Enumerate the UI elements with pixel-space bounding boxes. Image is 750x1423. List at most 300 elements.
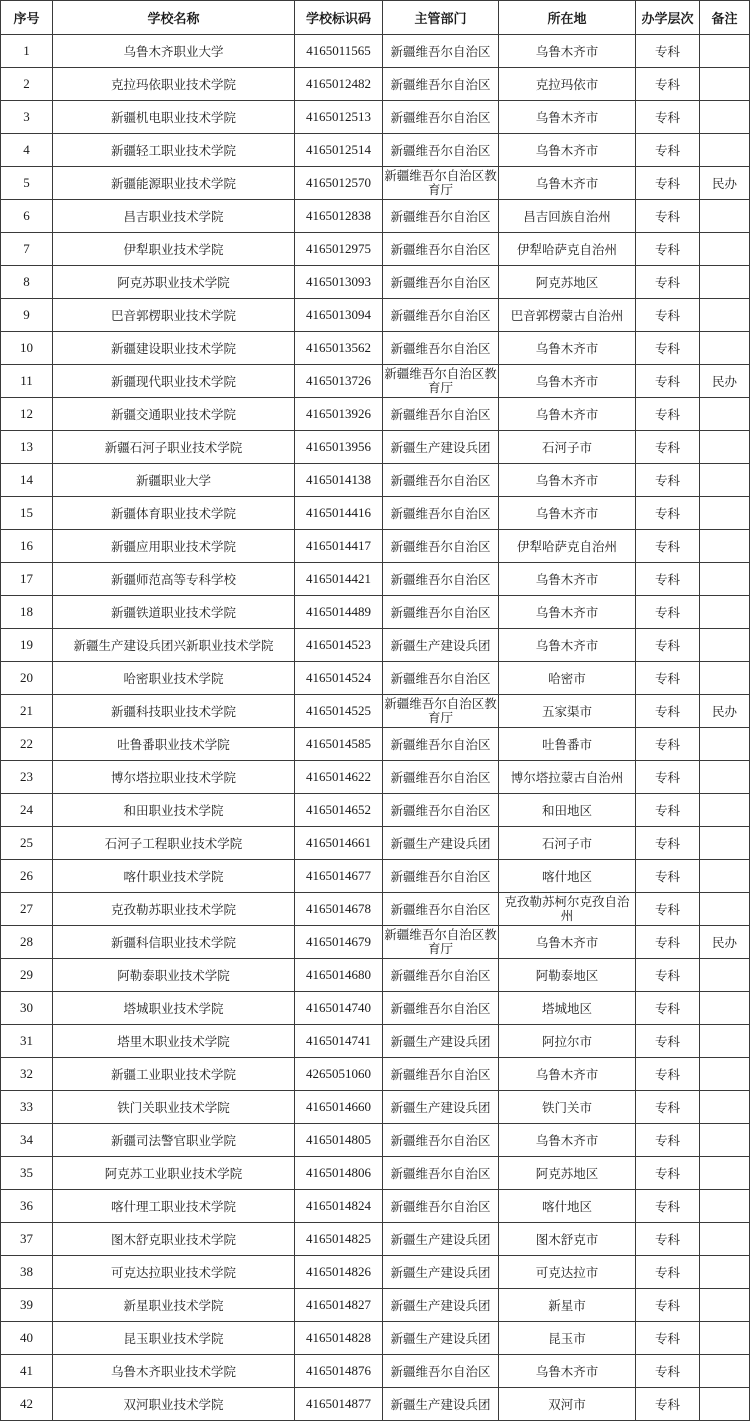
cell-school-name: 塔里木职业技术学院: [53, 1025, 295, 1058]
cell-location: 巴音郭楞蒙古自治州: [499, 299, 636, 332]
cell-department: 新疆维吾尔自治区: [383, 101, 499, 134]
cell-index: 1: [1, 35, 53, 68]
cell-school-code: 4165013093: [295, 266, 383, 299]
cell-level: 专科: [636, 1223, 700, 1256]
table-row: [1, 761, 750, 794]
cell-remark: [700, 563, 750, 596]
table-row: [1, 662, 750, 695]
cell-location: 伊犁哈萨克自治州: [499, 233, 636, 266]
cell-index: 30: [1, 992, 53, 1025]
cell-level: 专科: [636, 893, 700, 926]
table-row: [1, 1058, 750, 1091]
cell-school-code: 4165012482: [295, 68, 383, 101]
table-row: [1, 926, 750, 959]
cell-location: 昆玉市: [499, 1322, 636, 1355]
cell-school-name: 新疆科技职业技术学院: [53, 695, 295, 728]
cell-department: 新疆维吾尔自治区教育厅: [383, 695, 499, 728]
cell-location: 阿克苏地区: [499, 1157, 636, 1190]
cell-index: 13: [1, 431, 53, 464]
table-row: [1, 365, 750, 398]
cell-school-name: 新疆能源职业技术学院: [53, 167, 295, 200]
cell-location: 乌鲁木齐市: [499, 167, 636, 200]
cell-index: 26: [1, 860, 53, 893]
cell-level: 专科: [636, 959, 700, 992]
cell-remark: [700, 299, 750, 332]
header-level: 办学层次: [636, 1, 700, 35]
table-row: [1, 1355, 750, 1388]
cell-department: 新疆维吾尔自治区: [383, 596, 499, 629]
cell-department: 新疆生产建设兵团: [383, 1091, 499, 1124]
cell-level: 专科: [636, 398, 700, 431]
cell-school-name: 乌鲁木齐职业大学: [53, 35, 295, 68]
table-row: [1, 1289, 750, 1322]
cell-school-name: 铁门关职业技术学院: [53, 1091, 295, 1124]
cell-location: 乌鲁木齐市: [499, 1355, 636, 1388]
cell-level: 专科: [636, 134, 700, 167]
cell-remark: [700, 761, 750, 794]
cell-index: 2: [1, 68, 53, 101]
cell-location: 克孜勒苏柯尔克孜自治州: [499, 893, 636, 926]
cell-location: 乌鲁木齐市: [499, 101, 636, 134]
cell-school-code: 4165014416: [295, 497, 383, 530]
cell-level: 专科: [636, 431, 700, 464]
cell-school-code: 4165012975: [295, 233, 383, 266]
table-row: [1, 464, 750, 497]
cell-school-name: 新疆生产建设兵团兴新职业技术学院: [53, 629, 295, 662]
cell-department: 新疆维吾尔自治区: [383, 266, 499, 299]
cell-level: 专科: [636, 200, 700, 233]
table-row: [1, 134, 750, 167]
cell-remark: 民办: [700, 365, 750, 398]
cell-department: 新疆维吾尔自治区: [383, 464, 499, 497]
cell-school-name: 克拉玛依职业技术学院: [53, 68, 295, 101]
cell-level: 专科: [636, 992, 700, 1025]
cell-school-code: 4165013562: [295, 332, 383, 365]
cell-location: 乌鲁木齐市: [499, 332, 636, 365]
cell-index: 37: [1, 1223, 53, 1256]
cell-remark: [700, 1124, 750, 1157]
cell-index: 16: [1, 530, 53, 563]
cell-school-name: 新疆石河子职业技术学院: [53, 431, 295, 464]
cell-school-code: 4165014525: [295, 695, 383, 728]
table-body: [1, 35, 750, 1421]
cell-school-name: 吐鲁番职业技术学院: [53, 728, 295, 761]
cell-school-code: 4165013926: [295, 398, 383, 431]
cell-level: 专科: [636, 35, 700, 68]
table-row: [1, 68, 750, 101]
table-row: [1, 596, 750, 629]
cell-index: 39: [1, 1289, 53, 1322]
table-row: [1, 497, 750, 530]
cell-index: 34: [1, 1124, 53, 1157]
cell-remark: [700, 1223, 750, 1256]
cell-remark: [700, 530, 750, 563]
header-location: 所在地: [499, 1, 636, 35]
cell-level: 专科: [636, 1322, 700, 1355]
cell-school-code: 4165014660: [295, 1091, 383, 1124]
cell-department: 新疆维吾尔自治区: [383, 563, 499, 596]
cell-remark: [700, 992, 750, 1025]
cell-school-name: 可克达拉职业技术学院: [53, 1256, 295, 1289]
cell-department: 新疆维吾尔自治区: [383, 662, 499, 695]
cell-department: 新疆生产建设兵团: [383, 1322, 499, 1355]
cell-level: 专科: [636, 695, 700, 728]
cell-level: 专科: [636, 1025, 700, 1058]
cell-remark: 民办: [700, 926, 750, 959]
cell-level: 专科: [636, 1355, 700, 1388]
cell-school-code: 4165013956: [295, 431, 383, 464]
cell-school-code: 4165013726: [295, 365, 383, 398]
cell-school-name: 昆玉职业技术学院: [53, 1322, 295, 1355]
table-row: [1, 1025, 750, 1058]
table-row: [1, 1223, 750, 1256]
cell-department: 新疆维吾尔自治区: [383, 992, 499, 1025]
cell-level: 专科: [636, 761, 700, 794]
cell-location: 乌鲁木齐市: [499, 464, 636, 497]
cell-level: 专科: [636, 497, 700, 530]
cell-department: 新疆生产建设兵团: [383, 1256, 499, 1289]
cell-department: 新疆维吾尔自治区: [383, 860, 499, 893]
cell-remark: [700, 200, 750, 233]
cell-remark: [700, 1058, 750, 1091]
cell-school-name: 石河子工程职业技术学院: [53, 827, 295, 860]
table-row: [1, 299, 750, 332]
cell-school-code: 4165014740: [295, 992, 383, 1025]
cell-location: 乌鲁木齐市: [499, 134, 636, 167]
cell-school-name: 新疆职业大学: [53, 464, 295, 497]
cell-school-code: 4165014622: [295, 761, 383, 794]
table-row: [1, 530, 750, 563]
cell-department: 新疆维吾尔自治区: [383, 299, 499, 332]
cell-level: 专科: [636, 596, 700, 629]
cell-school-name: 克孜勒苏职业技术学院: [53, 893, 295, 926]
cell-school-code: 4165011565: [295, 35, 383, 68]
cell-remark: [700, 1091, 750, 1124]
cell-school-code: 4165014824: [295, 1190, 383, 1223]
table-row: [1, 728, 750, 761]
cell-index: 14: [1, 464, 53, 497]
cell-level: 专科: [636, 101, 700, 134]
cell-school-name: 博尔塔拉职业技术学院: [53, 761, 295, 794]
table-row: [1, 233, 750, 266]
cell-school-name: 新疆体育职业技术学院: [53, 497, 295, 530]
cell-location: 阿克苏地区: [499, 266, 636, 299]
cell-department: 新疆维吾尔自治区: [383, 1190, 499, 1223]
cell-school-code: 4165014138: [295, 464, 383, 497]
table-row: [1, 794, 750, 827]
cell-department: 新疆生产建设兵团: [383, 629, 499, 662]
cell-remark: 民办: [700, 695, 750, 728]
cell-department: 新疆维吾尔自治区: [383, 1124, 499, 1157]
cell-school-name: 新疆铁道职业技术学院: [53, 596, 295, 629]
cell-school-name: 昌吉职业技术学院: [53, 200, 295, 233]
cell-remark: [700, 1388, 750, 1421]
cell-school-code: 4165014805: [295, 1124, 383, 1157]
cell-remark: [700, 35, 750, 68]
cell-location: 喀什地区: [499, 860, 636, 893]
cell-school-name: 新疆科信职业技术学院: [53, 926, 295, 959]
cell-school-code: 4165014652: [295, 794, 383, 827]
cell-school-code: 4165014876: [295, 1355, 383, 1388]
cell-level: 专科: [636, 233, 700, 266]
cell-remark: [700, 497, 750, 530]
cell-department: 新疆生产建设兵团: [383, 1223, 499, 1256]
cell-index: 10: [1, 332, 53, 365]
cell-index: 42: [1, 1388, 53, 1421]
cell-location: 乌鲁木齐市: [499, 398, 636, 431]
cell-school-code: 4165014489: [295, 596, 383, 629]
cell-remark: [700, 134, 750, 167]
header-row: [1, 1, 750, 35]
table-row: [1, 1256, 750, 1289]
cell-location: 乌鲁木齐市: [499, 35, 636, 68]
cell-location: 阿勒泰地区: [499, 959, 636, 992]
cell-location: 博尔塔拉蒙古自治州: [499, 761, 636, 794]
cell-school-code: 4165014677: [295, 860, 383, 893]
cell-remark: [700, 860, 750, 893]
cell-school-code: 4165014828: [295, 1322, 383, 1355]
cell-level: 专科: [636, 563, 700, 596]
header-department: 主管部门: [383, 1, 499, 35]
cell-level: 专科: [636, 1124, 700, 1157]
cell-department: 新疆维吾尔自治区: [383, 1058, 499, 1091]
cell-school-name: 乌鲁木齐职业技术学院: [53, 1355, 295, 1388]
cell-level: 专科: [636, 827, 700, 860]
cell-location: 乌鲁木齐市: [499, 1058, 636, 1091]
cell-school-code: 4265051060: [295, 1058, 383, 1091]
cell-level: 专科: [636, 167, 700, 200]
cell-index: 28: [1, 926, 53, 959]
cell-remark: [700, 332, 750, 365]
cell-remark: [700, 1157, 750, 1190]
cell-department: 新疆维吾尔自治区: [383, 1157, 499, 1190]
cell-school-code: 4165012514: [295, 134, 383, 167]
cell-location: 石河子市: [499, 827, 636, 860]
cell-school-code: 4165014806: [295, 1157, 383, 1190]
cell-school-code: 4165014661: [295, 827, 383, 860]
cell-school-name: 双河职业技术学院: [53, 1388, 295, 1421]
cell-school-name: 新疆建设职业技术学院: [53, 332, 295, 365]
cell-school-code: 4165013094: [295, 299, 383, 332]
cell-school-name: 伊犁职业技术学院: [53, 233, 295, 266]
table-row: [1, 1157, 750, 1190]
cell-index: 29: [1, 959, 53, 992]
cell-index: 23: [1, 761, 53, 794]
cell-level: 专科: [636, 662, 700, 695]
cell-location: 五家渠市: [499, 695, 636, 728]
cell-department: 新疆维吾尔自治区: [383, 794, 499, 827]
cell-level: 专科: [636, 464, 700, 497]
cell-school-name: 新星职业技术学院: [53, 1289, 295, 1322]
cell-school-name: 哈密职业技术学院: [53, 662, 295, 695]
cell-level: 专科: [636, 860, 700, 893]
table-row: [1, 1388, 750, 1421]
cell-location: 吐鲁番市: [499, 728, 636, 761]
cell-school-code: 4165014826: [295, 1256, 383, 1289]
cell-department: 新疆维吾尔自治区: [383, 134, 499, 167]
cell-department: 新疆生产建设兵团: [383, 1388, 499, 1421]
table-row: [1, 563, 750, 596]
cell-index: 33: [1, 1091, 53, 1124]
cell-location: 昌吉回族自治州: [499, 200, 636, 233]
cell-remark: [700, 1025, 750, 1058]
cell-index: 38: [1, 1256, 53, 1289]
cell-remark: [700, 1355, 750, 1388]
cell-department: 新疆维吾尔自治区: [383, 728, 499, 761]
cell-index: 21: [1, 695, 53, 728]
cell-index: 11: [1, 365, 53, 398]
cell-level: 专科: [636, 1058, 700, 1091]
cell-department: 新疆生产建设兵团: [383, 827, 499, 860]
cell-department: 新疆维吾尔自治区: [383, 893, 499, 926]
cell-department: 新疆维吾尔自治区: [383, 761, 499, 794]
cell-index: 12: [1, 398, 53, 431]
cell-level: 专科: [636, 1190, 700, 1223]
cell-location: 伊犁哈萨克自治州: [499, 530, 636, 563]
cell-location: 乌鲁木齐市: [499, 629, 636, 662]
cell-department: 新疆维吾尔自治区: [383, 332, 499, 365]
cell-index: 4: [1, 134, 53, 167]
table-row: [1, 398, 750, 431]
cell-school-code: 4165014678: [295, 893, 383, 926]
cell-department: 新疆生产建设兵团: [383, 431, 499, 464]
cell-remark: [700, 893, 750, 926]
cell-remark: 民办: [700, 167, 750, 200]
cell-level: 专科: [636, 266, 700, 299]
cell-index: 3: [1, 101, 53, 134]
cell-school-name: 新疆现代职业技术学院: [53, 365, 295, 398]
cell-location: 喀什地区: [499, 1190, 636, 1223]
cell-remark: [700, 266, 750, 299]
cell-school-name: 巴音郭楞职业技术学院: [53, 299, 295, 332]
table-row: [1, 959, 750, 992]
cell-location: 石河子市: [499, 431, 636, 464]
cell-level: 专科: [636, 1091, 700, 1124]
cell-remark: [700, 101, 750, 134]
cell-level: 专科: [636, 1289, 700, 1322]
cell-school-code: 4165014825: [295, 1223, 383, 1256]
cell-school-name: 新疆师范高等专科学校: [53, 563, 295, 596]
cell-department: 新疆维吾尔自治区: [383, 497, 499, 530]
cell-index: 36: [1, 1190, 53, 1223]
cell-index: 40: [1, 1322, 53, 1355]
cell-index: 32: [1, 1058, 53, 1091]
header-school-name: 学校名称: [53, 1, 295, 35]
cell-level: 专科: [636, 794, 700, 827]
cell-school-code: 4165014827: [295, 1289, 383, 1322]
cell-index: 31: [1, 1025, 53, 1058]
cell-department: 新疆生产建设兵团: [383, 1025, 499, 1058]
cell-department: 新疆维吾尔自治区: [383, 200, 499, 233]
cell-remark: [700, 464, 750, 497]
cell-level: 专科: [636, 365, 700, 398]
header-school-code: 学校标识码: [295, 1, 383, 35]
cell-remark: [700, 1322, 750, 1355]
cell-level: 专科: [636, 530, 700, 563]
cell-school-code: 4165014877: [295, 1388, 383, 1421]
cell-remark: [700, 1190, 750, 1223]
cell-school-name: 新疆轻工职业技术学院: [53, 134, 295, 167]
cell-school-code: 4165014421: [295, 563, 383, 596]
cell-location: 乌鲁木齐市: [499, 596, 636, 629]
cell-remark: [700, 1256, 750, 1289]
cell-index: 7: [1, 233, 53, 266]
cell-department: 新疆维吾尔自治区: [383, 68, 499, 101]
cell-location: 乌鲁木齐市: [499, 1124, 636, 1157]
cell-level: 专科: [636, 1157, 700, 1190]
cell-department: 新疆维吾尔自治区教育厅: [383, 365, 499, 398]
cell-department: 新疆生产建设兵团: [383, 1289, 499, 1322]
cell-location: 乌鲁木齐市: [499, 365, 636, 398]
cell-index: 15: [1, 497, 53, 530]
cell-department: 新疆维吾尔自治区教育厅: [383, 926, 499, 959]
cell-school-name: 阿克苏工业职业技术学院: [53, 1157, 295, 1190]
table-row: [1, 695, 750, 728]
table-row: [1, 827, 750, 860]
header-index: 序号: [1, 1, 53, 35]
table-row: [1, 893, 750, 926]
cell-remark: [700, 68, 750, 101]
cell-school-code: 4165014585: [295, 728, 383, 761]
cell-location: 乌鲁木齐市: [499, 563, 636, 596]
table-row: [1, 35, 750, 68]
table-row: [1, 200, 750, 233]
cell-school-name: 喀什理工职业技术学院: [53, 1190, 295, 1223]
cell-school-name: 阿勒泰职业技术学院: [53, 959, 295, 992]
table-row: [1, 431, 750, 464]
cell-index: 18: [1, 596, 53, 629]
cell-school-code: 4165014741: [295, 1025, 383, 1058]
cell-location: 双河市: [499, 1388, 636, 1421]
cell-level: 专科: [636, 332, 700, 365]
cell-level: 专科: [636, 629, 700, 662]
cell-index: 35: [1, 1157, 53, 1190]
cell-index: 9: [1, 299, 53, 332]
cell-remark: [700, 629, 750, 662]
cell-index: 22: [1, 728, 53, 761]
table-row: [1, 1190, 750, 1223]
table-row: [1, 992, 750, 1025]
cell-remark: [700, 398, 750, 431]
cell-index: 24: [1, 794, 53, 827]
cell-index: 6: [1, 200, 53, 233]
cell-location: 乌鲁木齐市: [499, 497, 636, 530]
cell-school-name: 图木舒克职业技术学院: [53, 1223, 295, 1256]
cell-remark: [700, 662, 750, 695]
cell-department: 新疆维吾尔自治区教育厅: [383, 167, 499, 200]
cell-department: 新疆维吾尔自治区: [383, 530, 499, 563]
cell-school-name: 喀什职业技术学院: [53, 860, 295, 893]
cell-department: 新疆维吾尔自治区: [383, 959, 499, 992]
cell-school-name: 新疆机电职业技术学院: [53, 101, 295, 134]
table-row: [1, 167, 750, 200]
cell-remark: [700, 827, 750, 860]
cell-school-code: 4165014523: [295, 629, 383, 662]
cell-remark: [700, 794, 750, 827]
table-row: [1, 1091, 750, 1124]
cell-location: 乌鲁木齐市: [499, 926, 636, 959]
cell-index: 41: [1, 1355, 53, 1388]
cell-department: 新疆维吾尔自治区: [383, 398, 499, 431]
cell-level: 专科: [636, 1388, 700, 1421]
cell-school-name: 新疆交通职业技术学院: [53, 398, 295, 431]
cell-department: 新疆维吾尔自治区: [383, 233, 499, 266]
cell-remark: [700, 596, 750, 629]
header-remark: 备注: [700, 1, 750, 35]
cell-school-code: 4165014679: [295, 926, 383, 959]
cell-school-name: 新疆工业职业技术学院: [53, 1058, 295, 1091]
table-row: [1, 1322, 750, 1355]
